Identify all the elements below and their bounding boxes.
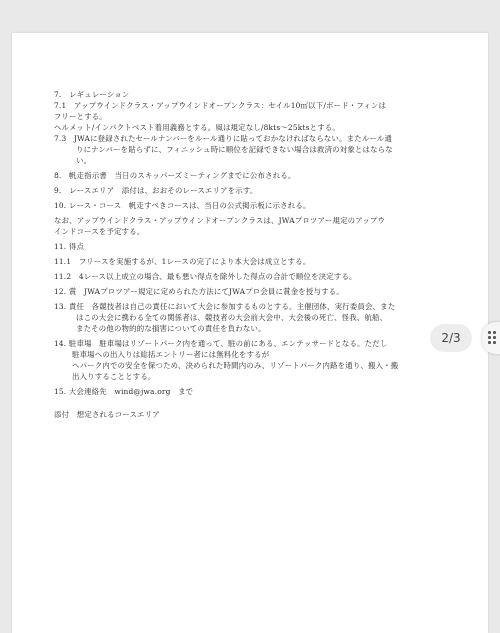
document-line: 10. レース・コース 帆走すべきコースは、当日の公式掲示板に示される。 bbox=[54, 201, 311, 210]
document-line: ヘルメット/インパクトベスト着用義務とする。風は規定なし/8kts〜25ktsとする。 bbox=[54, 123, 340, 132]
document-line: 9. レースエリア 添付は、おおそのレースエリアを示す。 bbox=[54, 186, 258, 195]
contact-line: 15. 大会連絡先 wind@jwa.org まで bbox=[54, 387, 194, 396]
document-line: はこの大会に携わる全ての関係者は、競技者の大会前大会中、大会後の死亡、怪我、航船、 bbox=[76, 313, 388, 322]
section-heading-scoring: 11. 得点 bbox=[54, 242, 85, 251]
document-line: ヘパーク内での安全を保つため、決められた時間内のみ、リゾートパーク内路を通り、搬入・搬 bbox=[72, 361, 399, 370]
document-page bbox=[12, 33, 488, 633]
document-line: フリーとする。 bbox=[54, 112, 107, 121]
document-body bbox=[54, 89, 474, 420]
side-panel-handle[interactable] bbox=[482, 322, 500, 354]
document-line: 出入りすることとする。 bbox=[72, 372, 156, 381]
document-line: 13. 責任 各競技者は自己の責任において大会に参加するものとする。主催団体、実行委員会、また bbox=[54, 302, 396, 311]
document-line: なお、アップウインドクラス・アップウインドオープンクラスは、JWAプロツアー規定のアップウ bbox=[54, 216, 386, 225]
attachment-line: 添付 想定されるコースエリア bbox=[54, 410, 160, 419]
document-line: 7.3 JWAに登録されたセールナンバーをルール通りに貼っておかなければならない。またルール通 bbox=[54, 134, 393, 143]
document-line: 14. 駐車場 駐車場はリゾートパーク内を通って、駐の前にある、エンテッサードとなる。ただし bbox=[54, 339, 388, 348]
document-line: りにナンバーを貼らずに、フィニッシュ時に順位を記録できない場合は救済の対象とはならな bbox=[76, 145, 393, 154]
page-indicator: 2/3 bbox=[430, 324, 472, 352]
document-line: 7.1 アップウインドクラス・アップウインドオープンクラス：セイル10㎡以下/ボード・フィンは bbox=[54, 101, 387, 110]
grip-dots-icon bbox=[488, 331, 496, 345]
section-heading-regulation: 7. レギュレーション bbox=[54, 90, 130, 99]
document-line: 11.2 4レース以上成立の場合、最も悪い得点を除外した得点の合計で順位を決定する。 bbox=[54, 272, 357, 281]
document-line: 8. 帆走指示書 当日のスキッパーズミーティングまでに公布される。 bbox=[54, 171, 296, 180]
document-line: 駐車場への出入りは総括エントリー者には無料化をするが bbox=[72, 350, 270, 359]
document-line: い。 bbox=[76, 156, 92, 165]
document-line: またその他の物的的な損害についての責任を負わない。 bbox=[76, 324, 266, 333]
document-line: 12. 賞 JWAプロツアー規定に定められた方法にてJWAプロ会員に賞金を授与する。 bbox=[54, 287, 344, 296]
document-line: インドコースを予定する。 bbox=[54, 227, 145, 236]
document-line: 11.1 フリースを実施するが、1レースの完了により本大会は成立とする。 bbox=[54, 257, 311, 266]
